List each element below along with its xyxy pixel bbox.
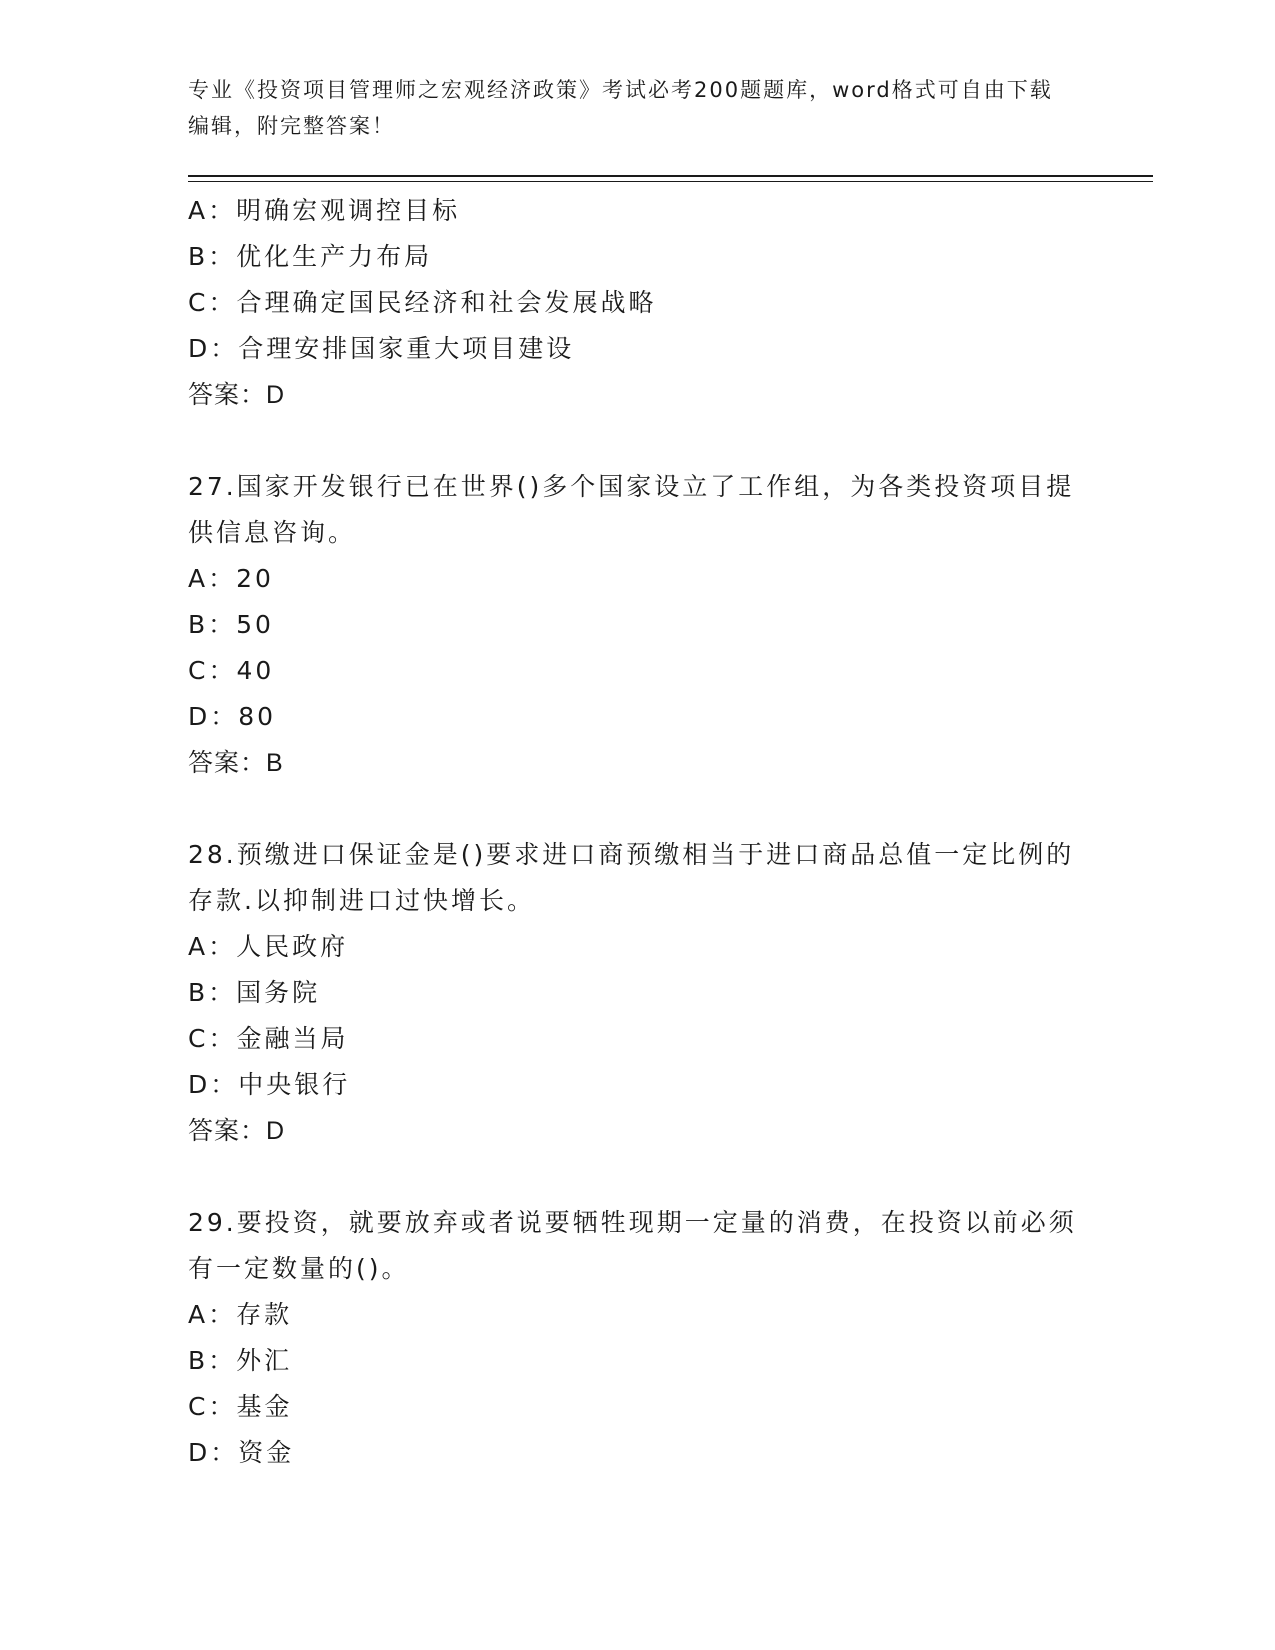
option-b: B：50	[188, 610, 274, 639]
option-b: B：国务院	[188, 978, 321, 1007]
header-divider-bottom	[188, 181, 1153, 182]
question-text: 29.要投资，就要放弃或者说要牺牲现期一定量的消费，在投资以前必须有一定数量的()。	[188, 1208, 1077, 1283]
option-c: C：基金	[188, 1392, 293, 1421]
option-d: D：80	[188, 702, 277, 731]
document-intro: 专业《投资项目管理师之宏观经济政策》考试必考200题题库，word格式可自由下载编辑，附完整答案！	[188, 78, 1053, 138]
option-a: A：明确宏观调控目标	[188, 196, 461, 225]
question-text: 28.预缴进口保证金是()要求进口商预缴相当于进口商品总值一定比例的存款.以抑制进口过快增长。	[188, 840, 1075, 915]
option-c: C：40	[188, 656, 275, 685]
spacer	[188, 418, 1088, 464]
option-d: D：资金	[188, 1438, 295, 1467]
option-d: D：合理安排国家重大项目建设	[188, 334, 575, 363]
option-c: C：合理确定国民经济和社会发展战略	[188, 288, 657, 317]
question-28-block	[188, 832, 1088, 1154]
question-26-block	[188, 188, 1088, 418]
option-b: B：优化生产力布局	[188, 242, 433, 271]
option-a: A：存款	[188, 1300, 293, 1329]
option-b: B：外汇	[188, 1346, 293, 1375]
option-a: A：20	[188, 564, 274, 593]
question-text: 27.国家开发银行已在世界()多个国家设立了工作组，为各类投资项目提供信息咨询。	[188, 472, 1075, 547]
question-29-block	[188, 1200, 1088, 1476]
answer-line: 答案：D	[188, 1117, 286, 1145]
option-d: D：中央银行	[188, 1070, 351, 1099]
answer-line: 答案：D	[188, 381, 286, 409]
option-c: C：金融当局	[188, 1024, 349, 1053]
answer-line: 答案：B	[188, 749, 284, 777]
option-a: A：人民政府	[188, 932, 349, 961]
question-27-block	[188, 464, 1088, 786]
question-list	[188, 188, 1088, 1476]
header-divider-top	[188, 175, 1153, 177]
spacer	[188, 786, 1088, 832]
spacer	[188, 1154, 1088, 1200]
